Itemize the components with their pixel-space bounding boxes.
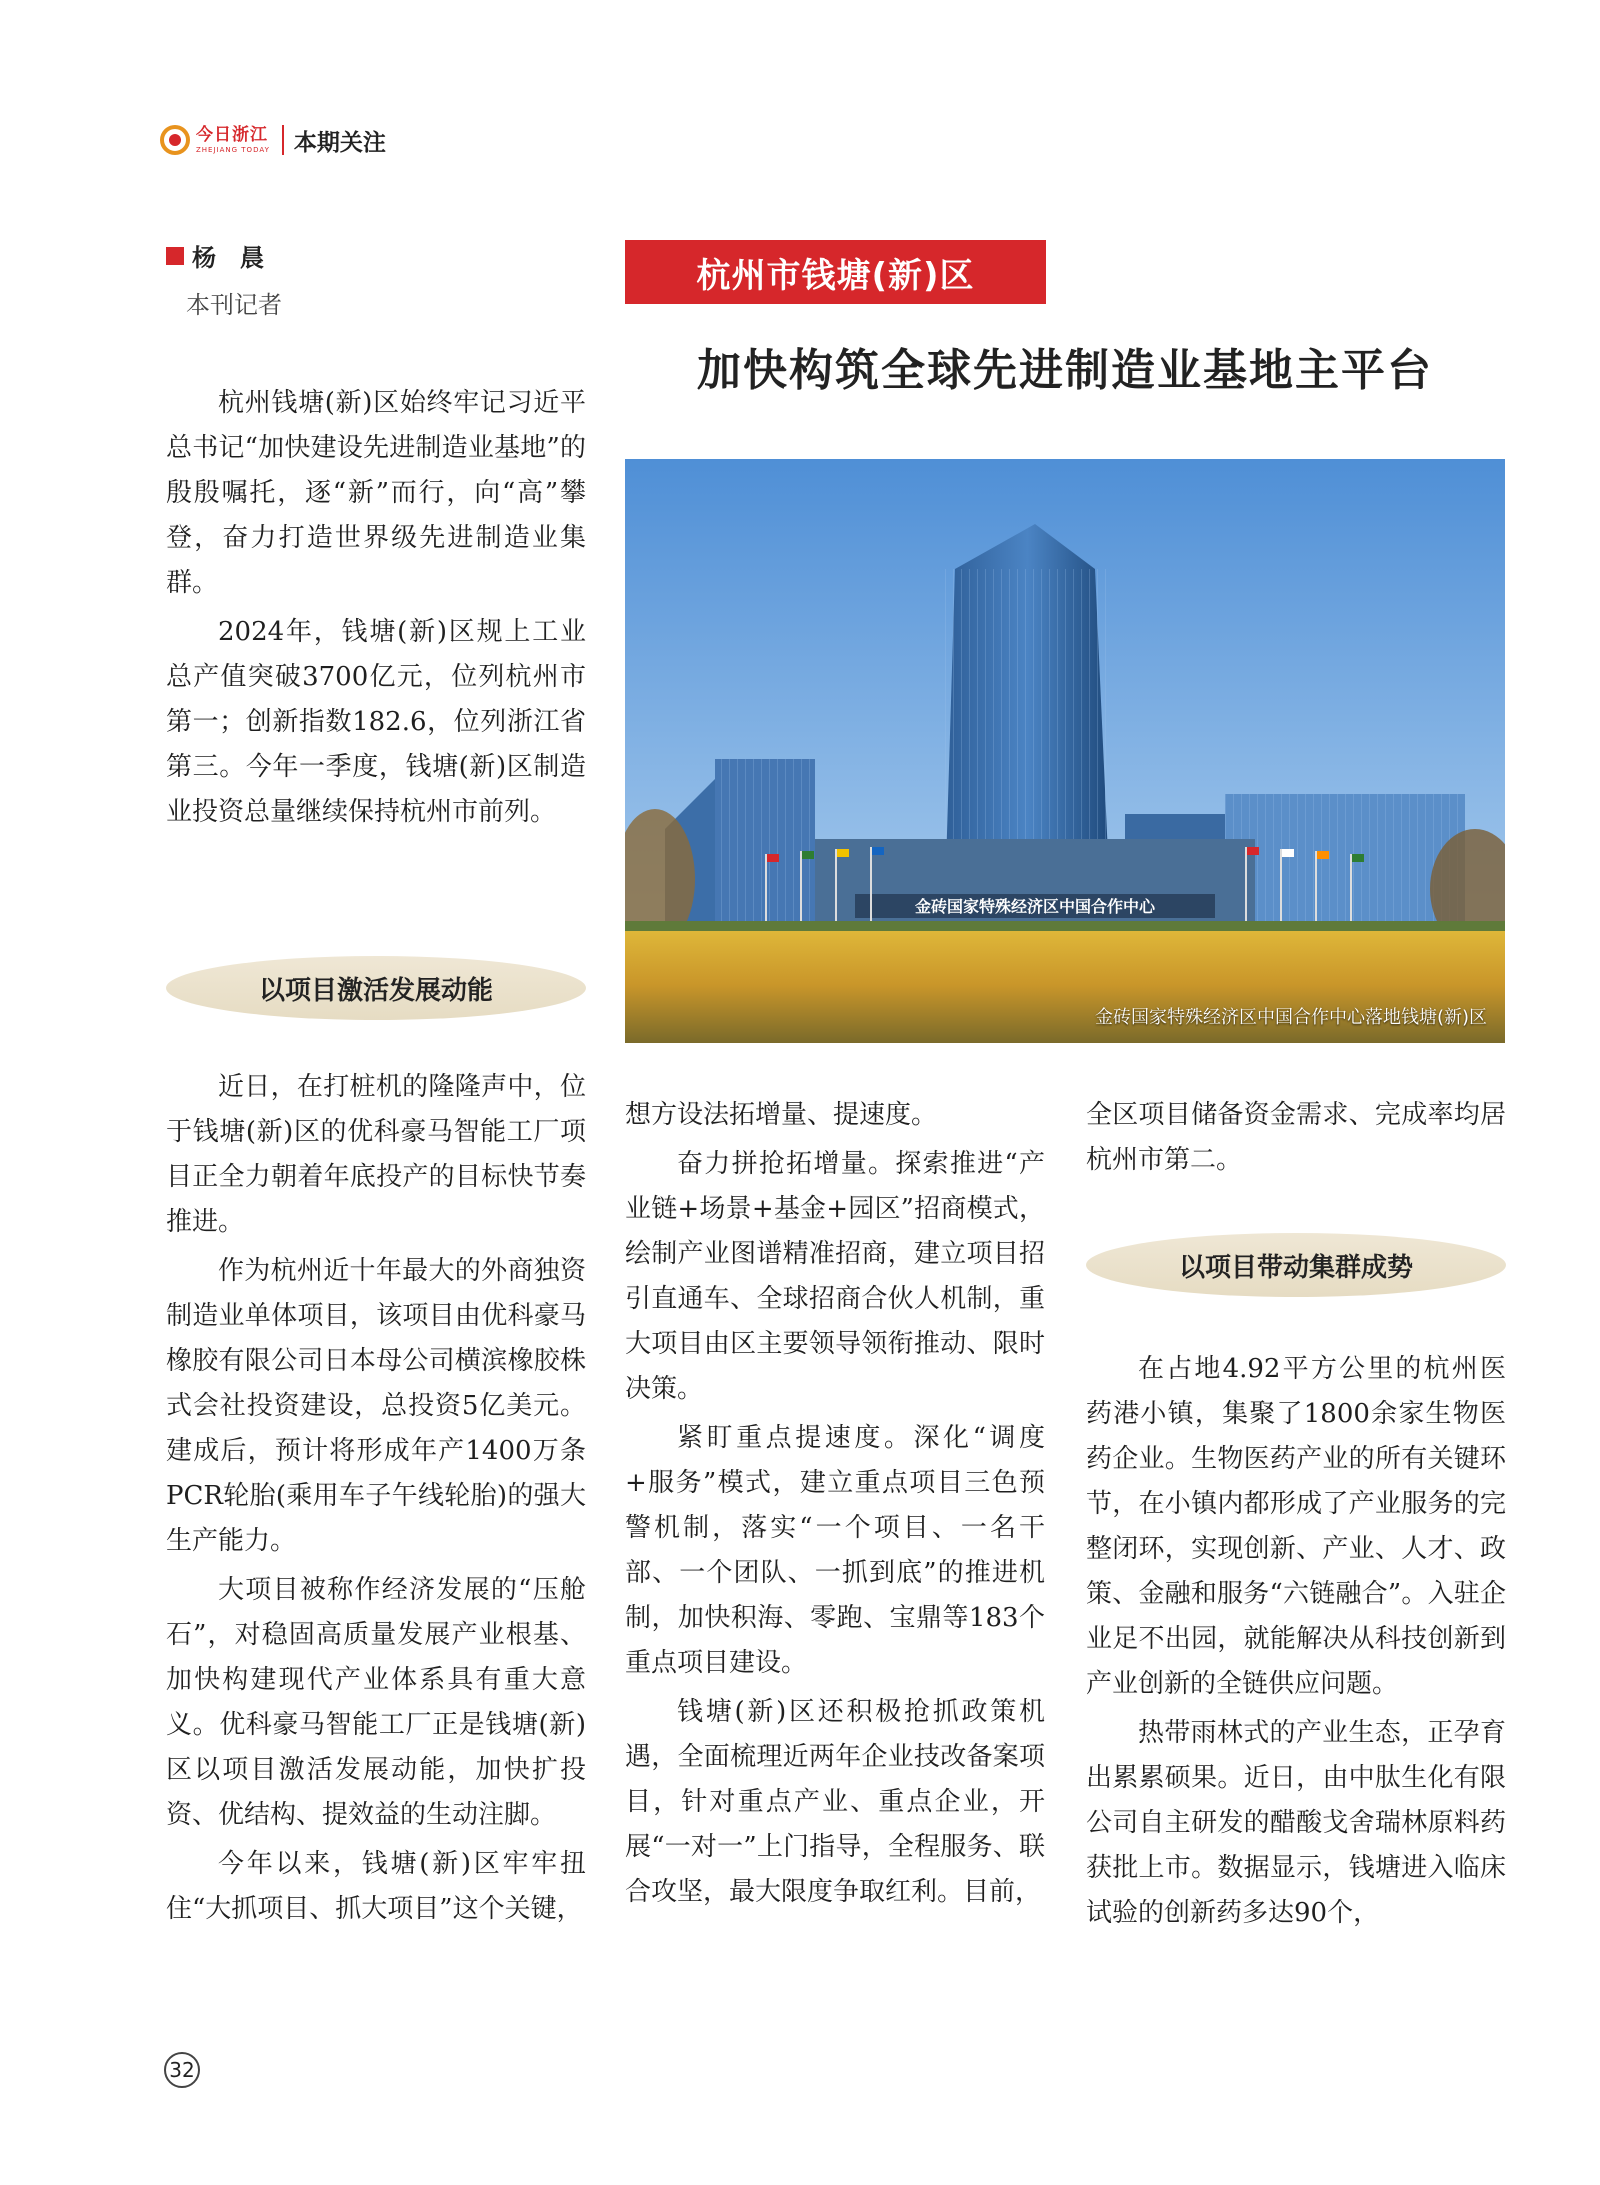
region-tag: 杭州市钱塘(新)区 <box>625 240 1046 304</box>
section-name: 本期关注 <box>293 129 386 156</box>
red-square-icon <box>166 247 184 265</box>
headline: 加快构筑全球先进制造业基地主平台 <box>697 345 1433 396</box>
building-sign: 金砖国家特殊经济区中国合作中心 <box>914 897 1156 916</box>
paragraph: 大项目被称作经济发展的“压舱石”，对稳固高质量发展产业根基、加快构建现代产业体系具有重大意义。优科豪马智能工厂正是钱塘(新)区以项目激活发展动能，加快扩投资、优结构、提效益的生动注脚。 <box>166 1575 586 1830</box>
column-3-body <box>1086 1347 1506 1940</box>
article-photo <box>625 459 1505 1043</box>
header-divider <box>282 125 284 155</box>
column-2 <box>625 1093 1045 1919</box>
paragraph: 今年以来，钱塘(新)区牢牢扭住“大抓项目、抓大项目”这个关键， <box>166 1849 586 1924</box>
masthead <box>160 118 386 162</box>
logo-cn: 今日浙江 <box>196 124 268 145</box>
logo-en: ZHEJIANG TODAY <box>196 145 270 154</box>
paragraph: 2024年，钱塘(新)区规上工业总产值突破3700亿元，位列杭州市第一；创新指数182.6，位列浙江省第三。今年一季度，钱塘(新)区制造业投资总量继续保持杭州市前列。 <box>166 617 586 827</box>
author <box>166 238 282 273</box>
paragraph: 在占地4.92平方公里的杭州医药港小镇，集聚了1800余家生物医药企业。生物医药产业的所有关键环节，在小镇内都形成了产业服务的完整闭环，实现创新、产业、人才、政策、金融和服务“六链融合”。入驻企业足不出园，就能解决从科技创新到产业创新的全链供应问题。 <box>1086 1354 1506 1699</box>
paragraph: 热带雨林式的产业生态，正孕育出累累硕果。近日，由中肽生化有限公司自主研发的醋酸戈舍瑞林原料药获批上市。数据显示，钱塘进入临床试验的创新药多达90个， <box>1086 1718 1506 1928</box>
logo <box>196 124 270 154</box>
column-1-intro <box>166 381 586 839</box>
author-role: 本刊记者 <box>186 291 282 319</box>
paragraph: 作为杭州近十年最大的外商独资制造业单体项目，该项目由优科豪马橡胶有限公司日本母公司横滨橡胶株式会社投资建设，总投资5亿美元。建成后，预计将形成年产1400万条PCR轮胎(乘用车子午线轮胎)的强大生产能力。 <box>166 1256 586 1556</box>
author-name: 杨 晨 <box>192 244 264 272</box>
paragraph: 奋力拼抢拓增量。探索推进“产业链+场景+基金+园区”招商模式，绘制产业图谱精准招商，建立项目招引直通车、全球招商合伙人机制，重大项目由区主要领导领衔推动、限时决策。 <box>625 1149 1045 1404</box>
paragraph: 全区项目储备资金需求、完成率均居杭州市第二。 <box>1086 1100 1506 1175</box>
paragraph: 钱塘(新)区还积极抢抓政策机遇，全面梳理近两年企业技改备案项目，针对重点产业、重点企业，开展“一对一”上门指导，全程服务、联合攻坚，最大限度争取红利。目前， <box>625 1697 1045 1907</box>
paragraph: 想方设法拓增量、提速度。 <box>625 1100 938 1130</box>
subhead-1: 以项目激活发展动能 <box>166 956 586 1020</box>
byline <box>166 238 282 320</box>
paragraph: 近日，在打桩机的隆隆声中，位于钱塘(新)区的优科豪马智能工厂项目正全力朝着年底投产的目标快节奏推进。 <box>166 1072 586 1237</box>
column-3-top <box>1086 1093 1506 1187</box>
sun-logo-icon <box>160 125 190 155</box>
page-number: 32 <box>164 2052 200 2088</box>
photo-caption: 金砖国家特殊经济区中国合作中心落地钱塘(新)区 <box>1094 1007 1487 1028</box>
paragraph: 紧盯重点提速度。深化“调度+服务”模式，建立重点项目三色预警机制，落实“一个项目、一名干部、一个团队、一抓到底”的推进机制，加快积海、零跑、宝鼎等183个重点项目建设。 <box>625 1423 1045 1678</box>
paragraph: 杭州钱塘(新)区始终牢记习近平总书记“加快建设先进制造业基地”的殷殷嘱托，逐“新”而行，向“高”攀登，奋力打造世界级先进制造业集群。 <box>166 388 586 598</box>
subhead-2: 以项目带动集群成势 <box>1086 1233 1506 1297</box>
building-illustration <box>625 459 1505 1043</box>
column-1-body <box>166 1065 586 1936</box>
